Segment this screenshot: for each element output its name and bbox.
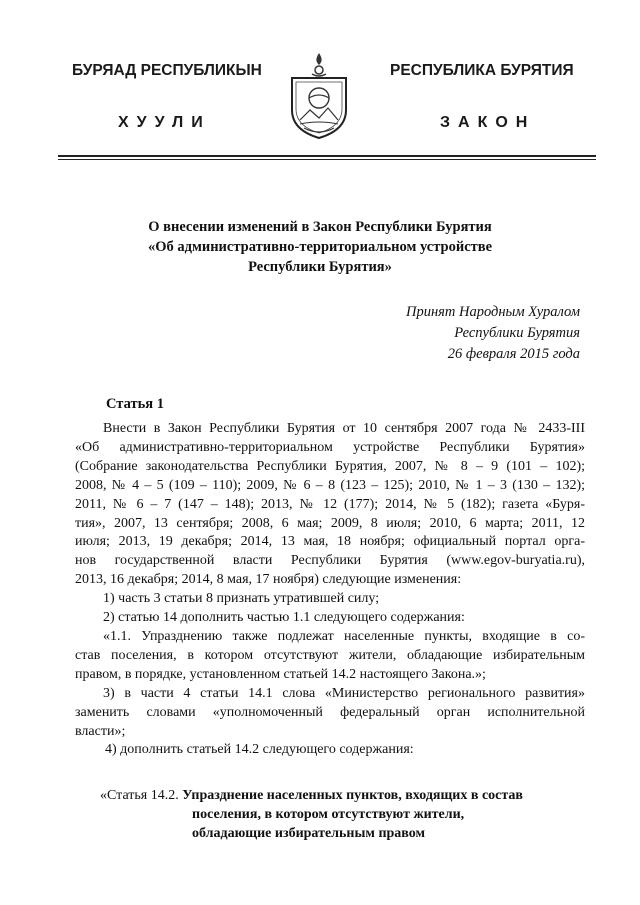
body-line: 2008, № 4 – 5 (109 – 110); 2009, № 6 – 8 (123 – 125); 2010, № 1 – 3 (130 – 132);: [75, 477, 585, 493]
header-buryat-republic: БУРЯАД РЕСПУБЛИКЫН: [72, 62, 262, 79]
body-line: 1) часть 3 статьи 8 признать утратившей силу;: [103, 591, 380, 607]
header-russian-republic: РЕСПУБЛИКА БУРЯТИЯ: [390, 62, 574, 79]
adoption-date: 26 февраля 2015 года: [447, 346, 580, 362]
article-14-2-heading: [100, 787, 590, 844]
article-14-2-title-line: поселения, в котором отсутствуют жители,: [192, 806, 465, 822]
body-line: «Об административно-территориальном устройстве Республики Бурятия»: [75, 439, 585, 455]
article-14-2-prefix: «Статья 14.2.: [100, 788, 179, 803]
header-buryat-law: ХУУЛИ: [118, 114, 211, 131]
body-line: «1.1. Упразднению также подлежат населенные пункты, входящие в со-: [103, 628, 585, 644]
body-line: правом, в порядке, установленном статьей 14.2 настоящего Закона.»;: [75, 666, 486, 682]
law-title-line: О внесении изменений в Закон Республики Бурятия: [148, 219, 492, 235]
body-line: 4) дополнить статьей 14.2 следующего содержания:: [105, 742, 414, 758]
adoption-note-line: Республики Бурятия: [454, 325, 580, 341]
body-line: тия», 2007, 13 сентября; 2008, 6 мая; 2009, 8 июля; 2010, 6 марта; 2011, 12: [75, 515, 585, 531]
article-14-2-title-line: обладающие избирательным правом: [192, 825, 426, 841]
law-title-line: Республики Бурятия»: [248, 259, 392, 275]
coat-of-arms-icon: [286, 50, 352, 140]
article-1-heading: Статья 1: [106, 396, 164, 412]
body-line: 2013, 16 декабря; 2014, 8 мая, 17 ноября) следующие изменения:: [75, 572, 462, 588]
law-title: [120, 217, 520, 277]
body-line: 3) в части 4 статьи 14.1 слова «Министерство регионального развития»: [103, 685, 585, 701]
body-line: июля; 2013, 19 декабря; 2014, 13 мая, 18 ноября; официальный портал орга-: [75, 534, 585, 550]
article-14-2-line-1: [100, 787, 590, 806]
article-14-2-title: Упразднение населенных пунктов, входящих в состав: [182, 788, 523, 803]
body-line: 2) статью 14 дополнить частью 1.1 следующего содержания:: [103, 610, 465, 626]
body-line: 2011, № 6 – 7 (147 – 148); 2013, № 12 (177); 2014, № 5 (182); газета «Буря-: [75, 496, 585, 512]
header-divider-thin: [58, 159, 596, 160]
header-russian-law: ЗАКОН: [440, 114, 536, 131]
header-divider-thick: [58, 155, 596, 157]
body-line: Внести в Закон Республики Бурятия от 10 сентября 2007 года № 2433-III: [103, 421, 585, 436]
law-title-line: «Об административно-территориальном устройстве: [147, 239, 493, 255]
body-line: заменить словами «уполномоченный федеральный орган исполнительной: [75, 704, 585, 720]
adoption-note: [370, 302, 580, 365]
body-line: власти»;: [75, 723, 126, 739]
body-line: (Собрание законодательства Республики Бурятия, 2007, № 8 – 9 (101 – 102);: [75, 458, 585, 474]
body-line: нов государственной власти Республики Бурятия (www.egov-buryatia.ru),: [75, 553, 585, 569]
article-1-body: [75, 420, 585, 760]
adoption-note-line: Принят Народным Хуралом: [405, 304, 580, 320]
body-line: став поселения, в котором отсутствуют жители, обладающие избирательным: [75, 647, 585, 663]
